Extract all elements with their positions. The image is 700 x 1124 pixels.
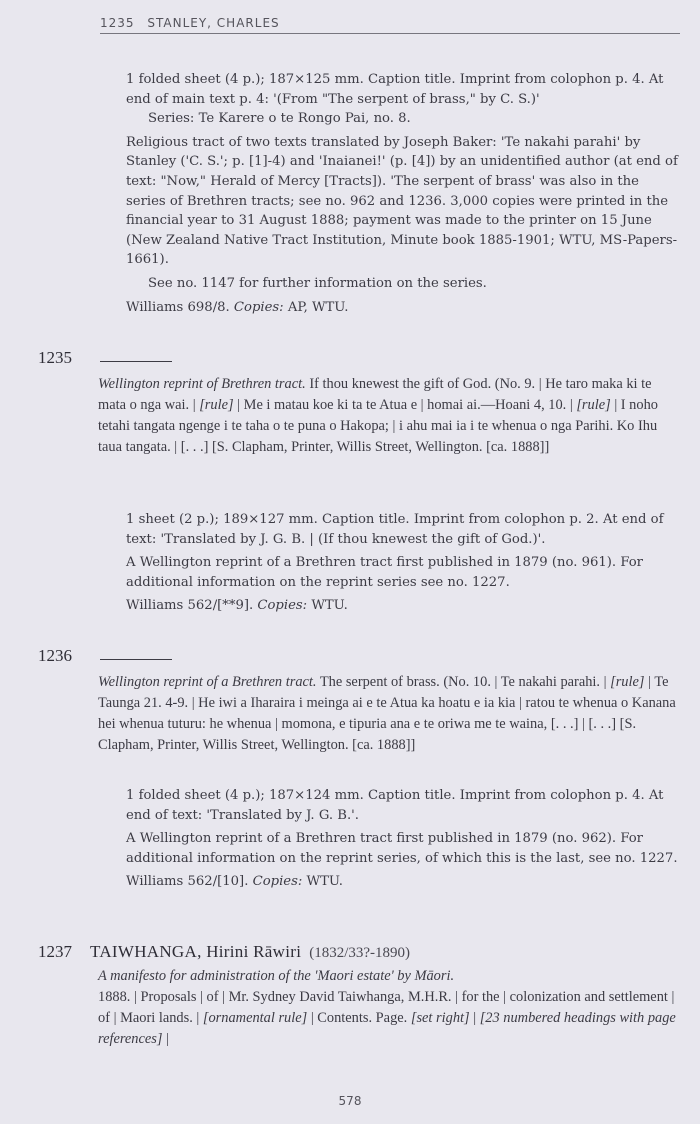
copies-label: Copies: — [252, 874, 303, 890]
entry-continuation — [126, 70, 682, 321]
entry-number: 1236 — [38, 646, 72, 665]
author-repeat-dash — [100, 361, 172, 362]
transcription-d: | — [162, 1031, 169, 1047]
page-number: 578 — [338, 1094, 362, 1108]
entry-number: 1235 — [38, 348, 72, 367]
copies-holdings: WTU. — [306, 874, 343, 890]
physical-description: 1 sheet (2 p.); 189×127 mm. Caption title. Imprint from colophon p. 2. At end of text: 'Translated by J. G. B. | (If thou knewest the gift of God.)'. — [126, 512, 664, 547]
transcription-a: (No. 9. | He taro maka ki te mata o nga wai. | — [98, 376, 652, 413]
running-head — [100, 16, 680, 34]
copies-holdings: AP, WTU. — [287, 299, 349, 315]
entry-number: 1237 — [38, 942, 72, 961]
running-head-name: STANLEY, CHARLES — [147, 16, 280, 30]
transcription-a: 1888. | Proposals | of | Mr. Sydney David Taiwhanga, M.H.R. | for the | colonization and settlement | of | Maori lands. | — [98, 989, 675, 1026]
holdings-line — [126, 298, 682, 318]
entry-title-block — [98, 672, 682, 756]
holdings-line — [126, 596, 682, 616]
entry-details — [126, 786, 682, 896]
copies-label: Copies: — [233, 299, 284, 315]
entry-title-block — [98, 966, 682, 1050]
title-italic: Wellington reprint of Brethren tract. — [98, 376, 306, 392]
transcription-b: | Contents. Page. — [307, 1010, 411, 1026]
williams-ref: Williams 562/[**9]. — [126, 598, 254, 614]
transcription-b: | Me i matau koe ki ta te Atua e | homai ai.—Hoani 4, 10. | — [233, 397, 577, 413]
rule-marker: [rule] — [610, 674, 645, 690]
author-dates: (1832/33?-1890) — [309, 945, 411, 961]
see-reference: See no. 1147 for further information on the series. — [148, 275, 487, 291]
title-text: If thou knewest the gift of God. — [309, 376, 492, 392]
title-paragraph — [98, 672, 682, 756]
physical-description: 1 folded sheet (4 p.); 187×124 mm. Caption title. Imprint from colophon p. 4. At end of text: 'Translated by J. G. B.'. — [126, 788, 664, 823]
transcription-c: | — [469, 1010, 480, 1026]
title-paragraph — [98, 374, 682, 458]
title-paragraph — [98, 966, 682, 1050]
copies-label: Copies: — [257, 598, 308, 614]
rule-marker: [rule] — [199, 397, 234, 413]
series-statement: Series: Te Karere o te Rongo Pai, no. 8. — [148, 111, 411, 127]
headings-marker: [23 numbered headings with page references] — [98, 1010, 676, 1047]
set-right-marker: [set right] — [410, 1010, 470, 1026]
author-heading — [38, 942, 410, 962]
williams-ref: Williams 562/[10]. — [126, 874, 249, 890]
author-name: TAIWHANGA, Hirini Rāwiri — [90, 942, 302, 961]
title-italic: Wellington reprint of a Brethren tract. — [98, 674, 317, 690]
entry-note: A Wellington reprint of a Brethren tract first published in 1879 (no. 962). For additional information on the reprint series, of which this is the last, see no. 1227. — [126, 831, 678, 866]
transcription-c: | I noho tetahi tangata ngenge i te taha o te puna o Hakopa; | i ahu mai ia i te whenua o nga Parihi. Ko Ihu taua tangata. | [. . .] [S. Clapham, Printer, Willis Street, Wellington. [ca. 1888]] — [98, 397, 658, 455]
author-repeat-dash — [100, 659, 172, 660]
entry-note: A Wellington reprint of a Brethren tract first published in 1879 (no. 961). For additional information on the reprint series see no. 1227. — [126, 555, 643, 590]
physical-description: 1 folded sheet (4 p.); 187×125 mm. Caption title. Imprint from colophon p. 4. At end of main text p. 4: '(From "The serpent of brass," by C. S.)' — [126, 72, 664, 107]
entry-note: Religious tract of two texts translated by Joseph Baker: 'Te nakahi parahi' by Stanley ('C. S.'; p. [1]-4) and 'Inaianei!' (p. [4]) by an unidentified author (at end of text: "Now," Herald of Mercy [Tracts]). 'The serpent of brass' was also in the series of Brethren tracts; see no. 962 and 1236. 3,000 copies were printed in the financial year to 31 August 1888; payment was made to the printer on 15 June (New Zealand Native Tract Institution, Minute book 1885-1901; WTU, MS-Papers-1661). — [126, 134, 678, 268]
transcription-a: (No. 10. | Te nakahi parahi. | — [443, 674, 611, 690]
ornamental-rule-marker: [ornamental rule] — [202, 1010, 308, 1026]
running-head-number: 1235 — [100, 16, 135, 30]
copies-holdings: WTU. — [311, 598, 348, 614]
rule-marker-2: [rule] — [576, 397, 611, 413]
holdings-line — [126, 872, 682, 892]
williams-ref: Williams 698/8. — [126, 299, 230, 315]
transcription-b: | Te Taunga 21. 4-9. | He iwi a Iharaira i meinga ai e te Atua ka hoatu e ia kia | ratou te whenua o Kanana hei whenua tuturu: he whenua | momona, e tipuria ana e te oriwa me te waina, [. . .] | [. . .] [S. Clapham, Printer, Willis Street, Wellington. [ca. 1888]] — [98, 674, 676, 753]
entry-title-block — [98, 374, 682, 458]
title-italic: A manifesto for administration of the 'Maori estate' by Māori. — [98, 968, 455, 984]
entry-details — [126, 510, 682, 620]
title-text: The serpent of brass. — [319, 674, 440, 690]
